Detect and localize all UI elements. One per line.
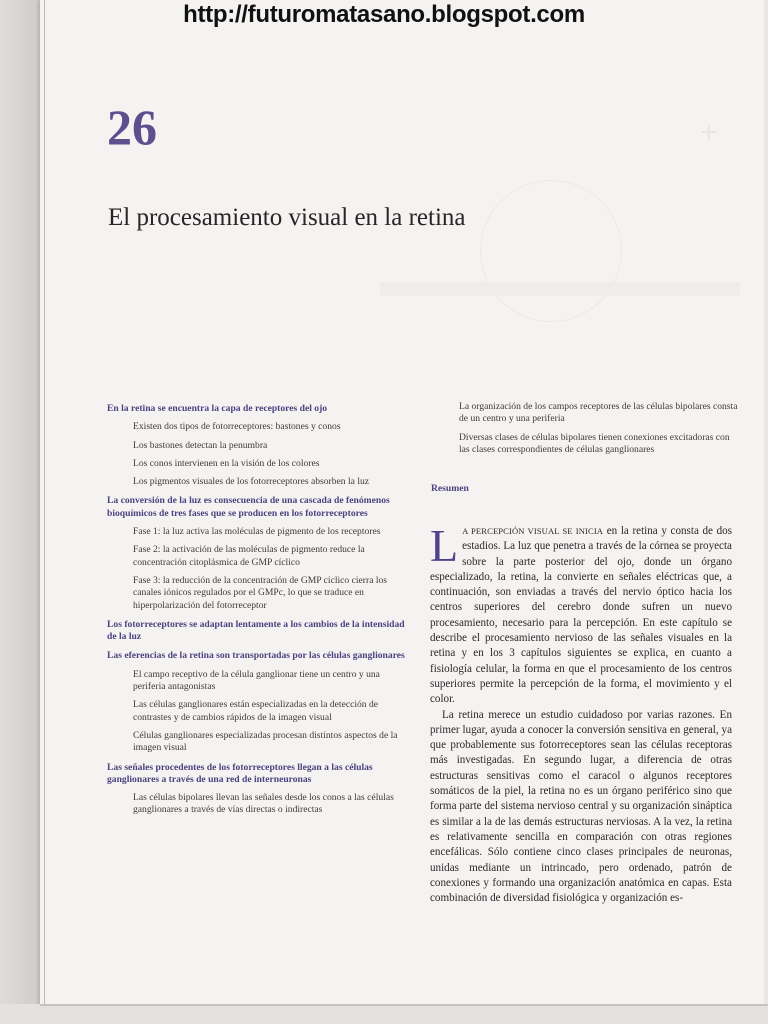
outline-item: Fase 2: la activación de las moléculas de pigmento reduce la concentración citoplásmica de GMP cíclico <box>133 544 365 568</box>
outline-heading: Las eferencias de la retina son transportadas por las células ganglionares <box>107 650 405 662</box>
outline-item: Los pigmentos visuales de los fotorreceptores absorben la luz <box>133 476 370 488</box>
bleed-through-band <box>380 282 740 296</box>
outline-item: Los bastones detectan la penumbra <box>133 439 268 451</box>
outline-item: Las células ganglionares están especializadas en la detección de contrastes y de cambios rápidos de la imagen visual <box>133 699 379 723</box>
outline-item: Los conos intervienen en la visión de los colores <box>133 457 320 469</box>
chapter-body <box>430 520 733 906</box>
paragraph-1-text: en la retina y consta de dos estadios. La luz que penetra a través de la córnea se proyecta sobre la parte posterior del ojo, donde un órgano especializado, la retina, la convierte en señales eléctricas que, a continuación, son enviadas a través del nervio óptico hacia los centros superiores del cerebro donde sufren un nuevo procesamiento, necesario para la percepción. En este capítulo se describe el procesamiento nervioso de las señales visuales en la retina y en los 3 capítulos siguientes se explica, en cuanto a fisiología celular, la forma en que el procesamiento de los centros superiores permite la percepción de la forma, el movimiento y el color. <box>430 525 733 706</box>
outline-section <box>107 650 411 754</box>
watermark-url[interactable]: http://futuromatasano.blogspot.com <box>183 1 585 28</box>
body-paragraph-2: La retina merece un estudio cuidadoso por varias razones. En primer lugar, ayuda a conocer la conversión sensitiva en general, ya que probablemente sus fotorreceptores sean las células receptoras más investigadas. En segundo lugar, a diferencia de otras estructuras sensitivas como el caracol o algunos receptores somáticos de la piel, la retina no es un órgano periférico sino que forma parte del sistema nervioso central y su organización sináptica es similar a la de las demás estructuras nerviosas. A la vez, la retina es relativamente sencilla en comparación con otras regiones encefálicas. Sólo contiene cinco clases principales de neuronas, unidas mediante un intrincado, pero ordenado, patrón de conexiones y formando una organización anatómica en capas. Esta combinación de diversidad fisiológica y organización es- <box>430 708 732 905</box>
drop-cap: L <box>430 520 459 571</box>
outline-item: Células ganglionares especializadas procesan distintos aspectos de la imagen visual <box>133 729 398 754</box>
chapter-outline <box>107 403 411 824</box>
page-edge <box>44 0 45 1024</box>
outline-section <box>107 495 411 611</box>
outline-item: Fase 1: la luz activa las moléculas de pigmento de los receptores <box>133 526 381 538</box>
outline-item: Existen dos tipos de fotorreceptores: bastones y conos <box>133 421 341 433</box>
chapter-title: El procesamiento visual en la retina <box>108 204 466 231</box>
summary-heading: Resumen <box>431 483 469 494</box>
outline-section <box>107 403 411 488</box>
outline-section <box>107 619 411 644</box>
page-bottom-edge <box>40 1004 768 1006</box>
bleed-through-plus-icon: + <box>700 116 718 149</box>
outline-item: Las células bipolares llevan las señales desde los conos a las células ganglionares a través de vías directas o indirectas <box>133 792 394 816</box>
scan-bottom-margin <box>0 1004 768 1024</box>
outline-heading: En la retina se encuentra la capa de receptores del ojo <box>107 403 328 414</box>
body-paragraph-1 <box>430 520 733 708</box>
outline-section <box>107 762 411 817</box>
outline-item: La organización de los campos receptores de las células bipolares consta de un centro y una periferia <box>459 401 738 425</box>
outline-heading: Las señales procedentes de los fotorreceptores llegan a las células ganglionares a través de una red de interneuronas <box>107 761 373 785</box>
outline-heading: La conversión de la luz es consecuencia de una cascada de fenómenos bioquímicos de tres fases que se producen en los fotorreceptores <box>107 495 390 519</box>
outline-continuation <box>459 401 741 462</box>
chapter-number: 26 <box>107 99 157 155</box>
lead-smallcaps: A PERCEPCIÓN VISUAL SE INICIA <box>462 526 604 536</box>
scan-left-margin <box>0 0 40 1024</box>
outline-item: El campo receptivo de la célula ganglionar tiene un centro y una periferia antagonistas <box>133 668 380 693</box>
outline-item: Diversas clases de células bipolares tienen conexiones excitadoras con las clases correspondientes de células ganglionares <box>459 431 730 455</box>
outline-heading: Los fotorreceptores se adaptan lentamente a los cambios de la intensidad de la luz <box>107 618 405 643</box>
outline-item: Fase 3: la reducción de la concentración de GMP cíclico cierra los canales iónicos regulados por el GMPc, lo que se traduce en hiperpolarización del fotorreceptor <box>133 574 388 611</box>
